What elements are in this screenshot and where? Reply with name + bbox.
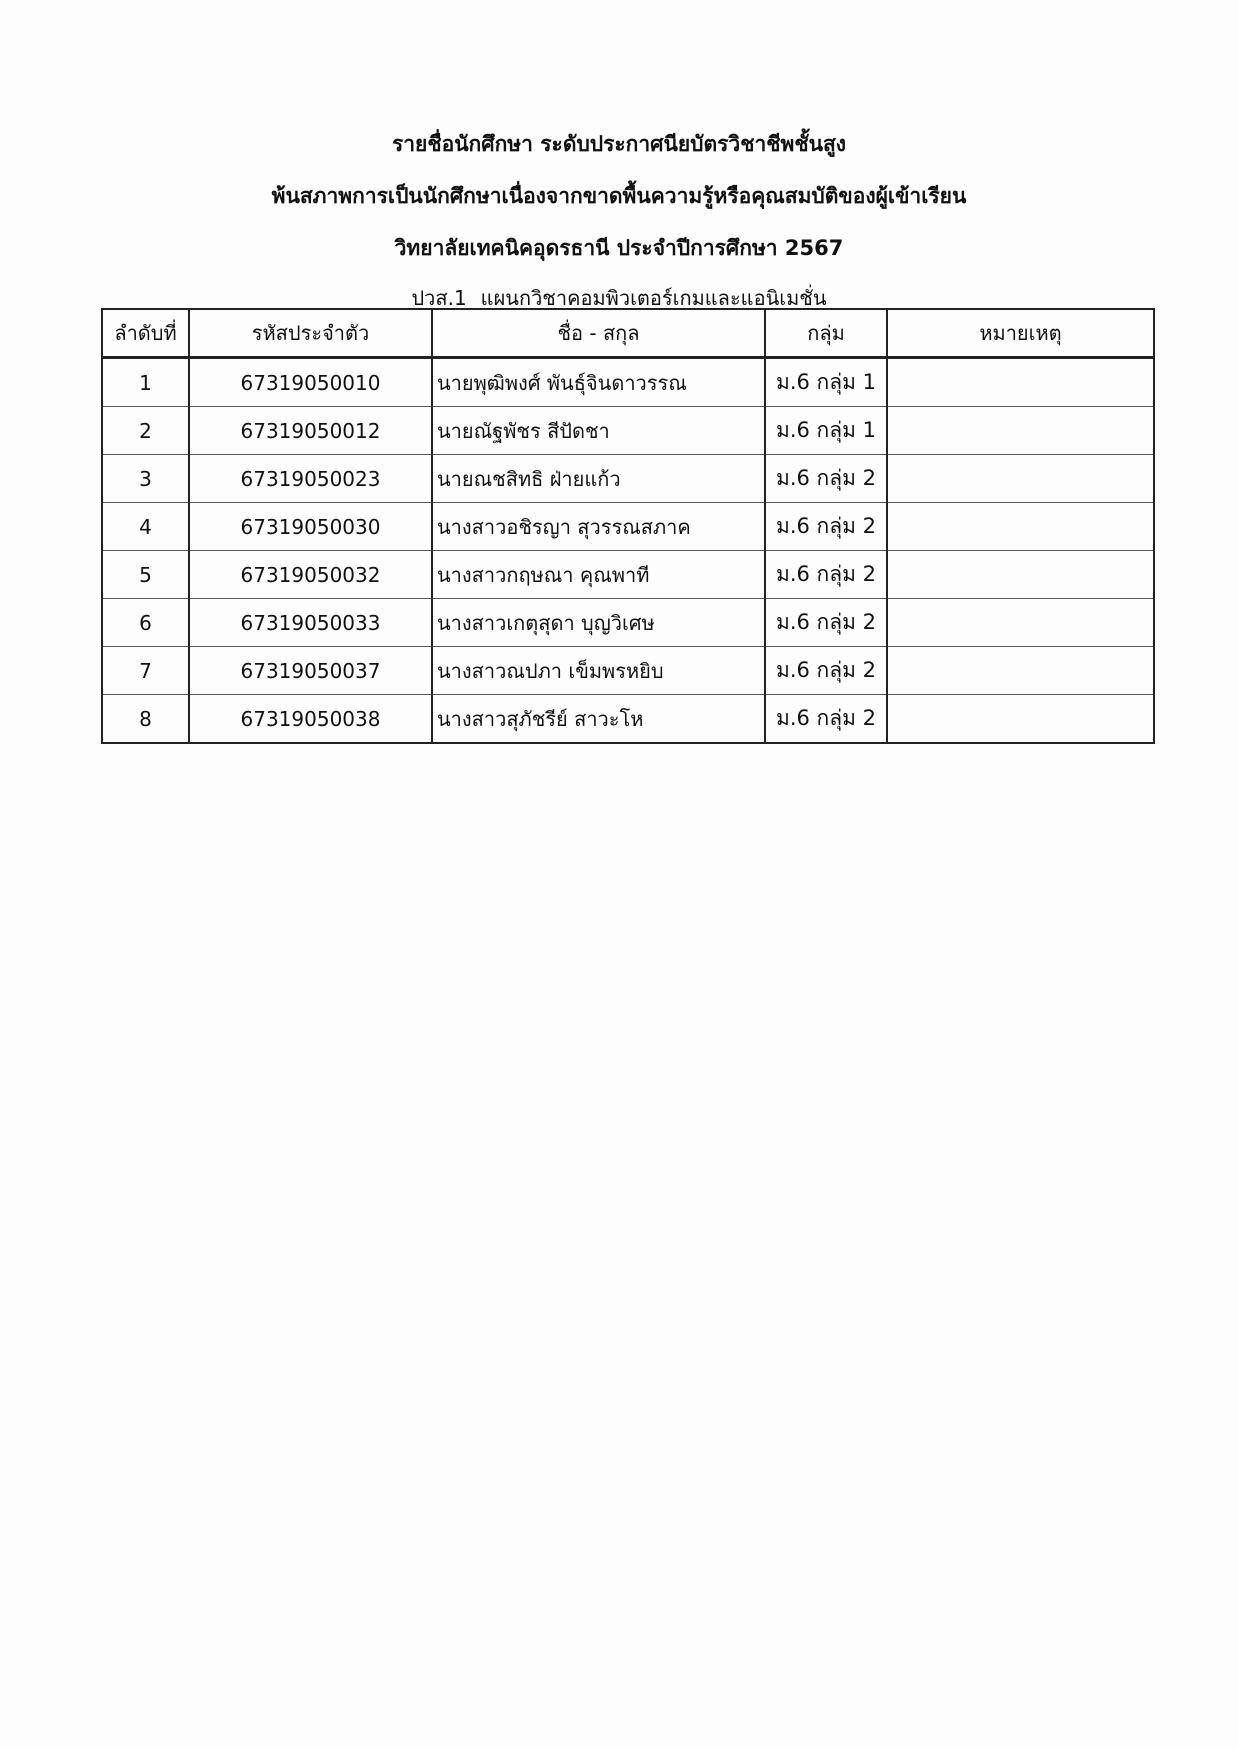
header-remark: หมายเหตุ <box>887 309 1154 358</box>
header-group: กลุ่ม <box>765 309 887 358</box>
cell-remark <box>887 455 1154 503</box>
cell-no: 8 <box>102 695 189 744</box>
cell-student-id: 67319050038 <box>189 695 432 744</box>
cell-group: ม.6 กลุ่ม 2 <box>765 503 887 551</box>
cell-student-id: 67319050037 <box>189 647 432 695</box>
cell-remark <box>887 647 1154 695</box>
cell-group: ม.6 กลุ่ม 1 <box>765 358 887 407</box>
cell-name: นายณัฐพัชร สีปัดชา <box>432 407 765 455</box>
cell-student-id: 67319050023 <box>189 455 432 503</box>
cell-remark <box>887 695 1154 744</box>
cell-group: ม.6 กลุ่ม 2 <box>765 455 887 503</box>
level-label: ปวส.1 <box>411 286 467 310</box>
cell-name: นายณชสิทธิ ฝ่ายแก้ว <box>432 455 765 503</box>
table-row <box>102 551 1154 599</box>
cell-student-id: 67319050012 <box>189 407 432 455</box>
cell-remark <box>887 599 1154 647</box>
cell-no: 3 <box>102 455 189 503</box>
header-no: ลำดับที่ <box>102 309 189 358</box>
cell-remark <box>887 551 1154 599</box>
cell-no: 5 <box>102 551 189 599</box>
header-name: ชื่อ - สกุล <box>432 309 765 358</box>
cell-student-id: 67319050033 <box>189 599 432 647</box>
cell-group: ม.6 กลุ่ม 2 <box>765 695 887 744</box>
title-line-3: วิทยาลัยเทคนิคอุดรธานี ประจำปีการศึกษา 2567 <box>394 236 844 260</box>
cell-group: ม.6 กลุ่ม 2 <box>765 647 887 695</box>
title-line-2: พ้นสภาพการเป็นนักศึกษาเนื่องจากขาดพื้นความรู้หรือคุณสมบัติของผู้เข้าเรียน <box>271 184 967 208</box>
document-header <box>0 118 1238 322</box>
cell-group: ม.6 กลุ่ม 1 <box>765 407 887 455</box>
table-row <box>102 503 1154 551</box>
cell-remark <box>887 358 1154 407</box>
cell-no: 2 <box>102 407 189 455</box>
cell-remark <box>887 407 1154 455</box>
table-header-row <box>102 309 1154 358</box>
cell-name: นายพุฒิพงศ์ พันธุ์จินดาวรรณ <box>432 358 765 407</box>
table-row <box>102 407 1154 455</box>
cell-name: นางสาวสุภัชรีย์ สาวะโห <box>432 695 765 744</box>
cell-no: 7 <box>102 647 189 695</box>
cell-remark <box>887 503 1154 551</box>
cell-no: 1 <box>102 358 189 407</box>
table-row <box>102 599 1154 647</box>
cell-name: นางสาวกฤษณา คุณพาที <box>432 551 765 599</box>
cell-group: ม.6 กลุ่ม 2 <box>765 599 887 647</box>
title-line-1: รายชื่อนักศึกษา ระดับประกาศนียบัตรวิชาชีพชั้นสูง <box>391 132 847 156</box>
cell-name: นางสาวณปภา เข็มพรหยิบ <box>432 647 765 695</box>
table-row <box>102 647 1154 695</box>
cell-student-id: 67319050032 <box>189 551 432 599</box>
cell-name: นางสาวเกตุสุดา บุญวิเศษ <box>432 599 765 647</box>
cell-no: 6 <box>102 599 189 647</box>
table-row <box>102 358 1154 407</box>
department-label: แผนกวิชาคอมพิวเตอร์เกมและแอนิเมชั่น <box>480 286 827 310</box>
cell-student-id: 67319050030 <box>189 503 432 551</box>
cell-name: นางสาวอชิรญา สุวรรณสภาค <box>432 503 765 551</box>
cell-no: 4 <box>102 503 189 551</box>
cell-group: ม.6 กลุ่ม 2 <box>765 551 887 599</box>
header-student-id: รหัสประจำตัว <box>189 309 432 358</box>
cell-student-id: 67319050010 <box>189 358 432 407</box>
table-row <box>102 455 1154 503</box>
student-roster-table <box>101 308 1155 744</box>
table-row <box>102 695 1154 744</box>
